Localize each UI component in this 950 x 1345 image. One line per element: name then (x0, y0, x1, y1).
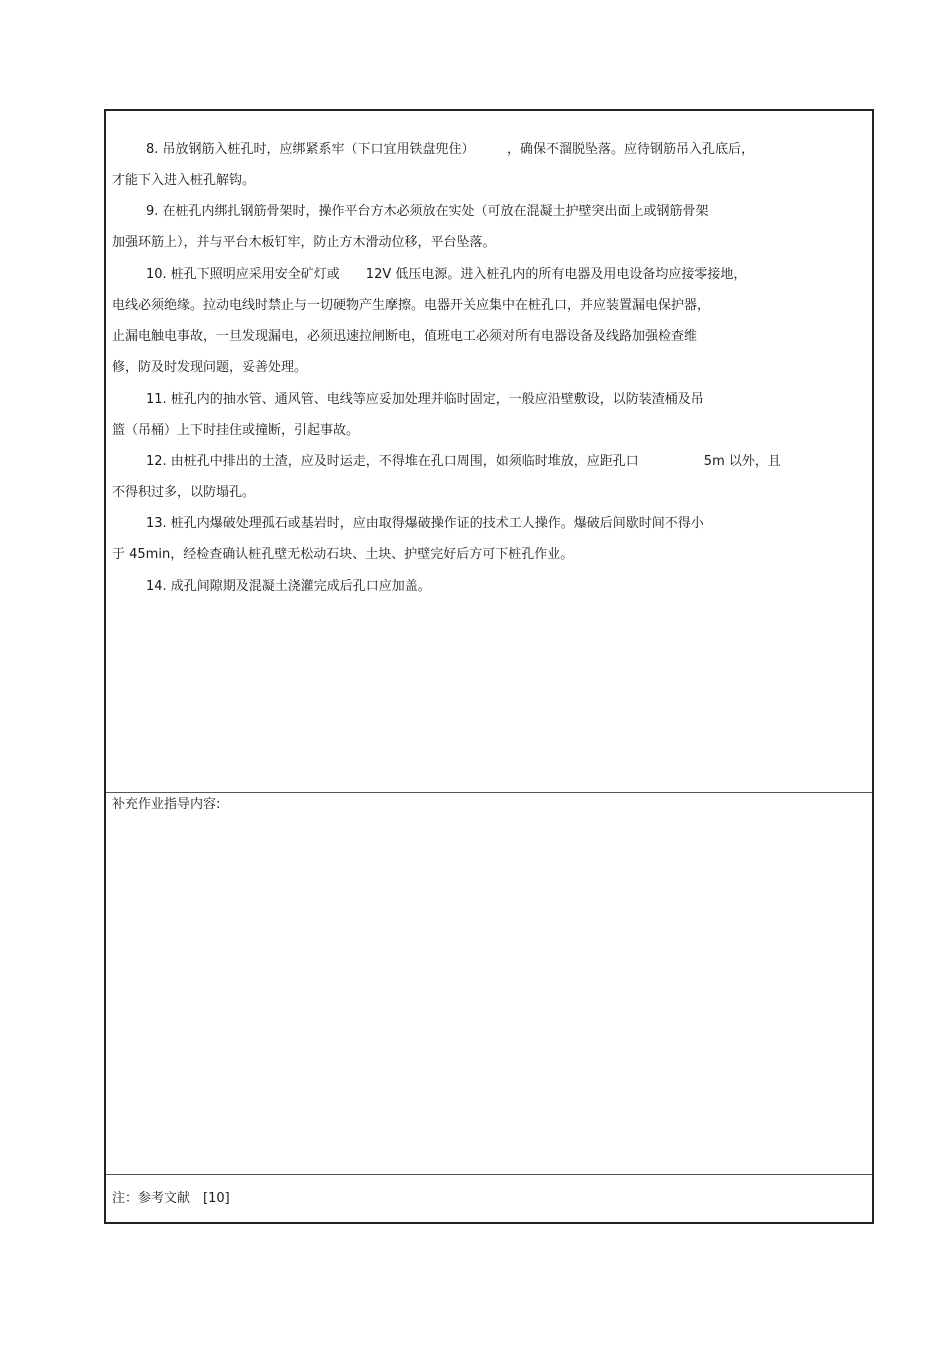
supplement-label: 补充作业指导内容: (112, 797, 221, 812)
item-13-line-2: 于 45min，经检查确认桩孔壁无松动石块、土块、护壁完好后方可下桩孔作业。 (112, 547, 574, 562)
item-9-line-1: 9. 在桩孔内绑扎钢筋骨架时，操作平台方木必须放在实处（可放在混凝土护壁突出面上或钢筋骨架 (146, 204, 709, 219)
item-8-line-2: 才能下入进入桩孔解钩。 (112, 173, 256, 188)
item-14-line-1: 14. 成孔间隙期及混凝土浇灌完成后孔口应加盖。 (146, 579, 431, 594)
item-10-line-3: 止漏电触电事故，一旦发现漏电，必须迅速拉闸断电，值班电工必须对所有电器设备及线路加强检查维 (112, 329, 698, 344)
item-11-line-2: 篮（吊桶）上下时挂住或撞断，引起事故。 (112, 423, 360, 438)
reference-note: 注：参考文献 [10] (112, 1191, 230, 1206)
item-11-line-1: 11. 桩孔内的抽水管、通风管、电线等应妥加处理并临时固定，一般应沿壁敷设，以防装渣桶及吊 (146, 392, 704, 407)
note-section (106, 1175, 872, 1224)
instruction-section (106, 111, 872, 793)
item-13-line-1: 13. 桩孔内爆破处理孤石或基岩时，应由取得爆破操作证的技术工人操作。爆破后间歇时间不得小 (146, 516, 704, 531)
item-10-line-4: 修，防及时发现问题，妥善处理。 (112, 360, 308, 375)
item-12-line-1: 12. 由桩孔中排出的土渣，应及时运走，不得堆在孔口周围，如须临时堆放，应距孔口 5m 以外，且 (146, 454, 781, 469)
item-12-line-2: 不得积过多，以防塌孔。 (112, 485, 256, 500)
item-10-line-2: 电线必须绝缘。拉动电线时禁止与一切硬物产生摩擦。电器开关应集中在桩孔口，并应装置漏电保护器， (112, 298, 711, 313)
supplement-section (106, 793, 872, 1175)
item-8-line-1: 8. 吊放钢筋入桩孔时，应绑紧系牢（下口宜用铁盘兜住） ，确保不溜脱坠落。应待钢筋吊入孔底后， (146, 142, 755, 157)
document-table (104, 109, 874, 1224)
item-9-line-2: 加强环筋上），并与平台木板钉牢，防止方木滑动位移，平台坠落。 (112, 235, 496, 250)
item-10-line-1: 10. 桩孔下照明应采用安全矿灯或 12V 低压电源。进入桩孔内的所有电器及用电设备均应接零接地， (146, 267, 747, 282)
